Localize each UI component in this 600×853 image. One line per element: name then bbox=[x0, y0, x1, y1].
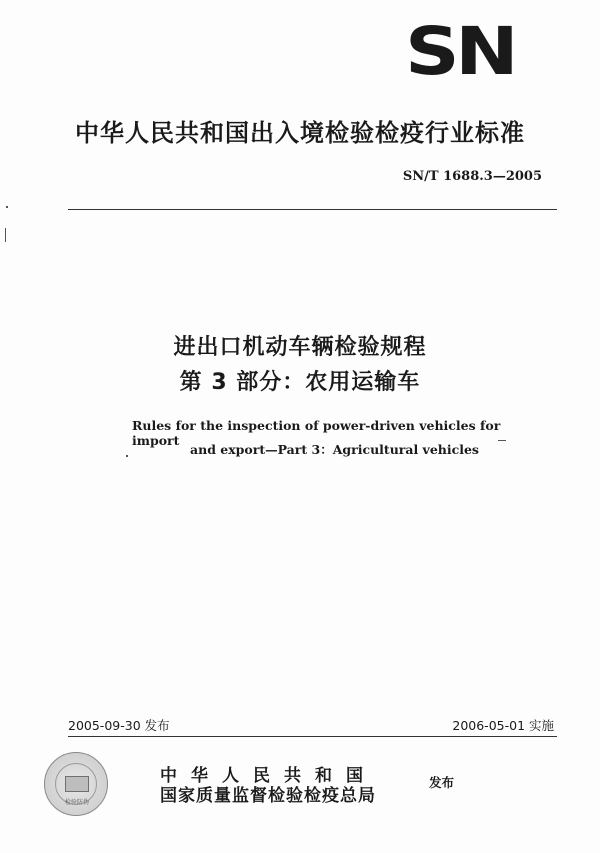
scan-speck bbox=[5, 228, 6, 242]
anti-counterfeit-seal-icon bbox=[44, 752, 108, 816]
issuer-line-1: 中华人民共和国 bbox=[160, 766, 377, 786]
top-divider bbox=[68, 209, 557, 210]
scan-speck bbox=[6, 206, 8, 208]
standard-number: SN/T 1688.3—2005 bbox=[402, 169, 542, 184]
chinese-title-line-2: 第 3 部分：农用运输车 bbox=[179, 370, 421, 395]
bottom-divider bbox=[68, 736, 557, 737]
scan-speck bbox=[126, 455, 128, 457]
seal-text: 检验防伪 bbox=[64, 799, 89, 806]
org-title: 中华人民共和国出入境检验检疫行业标准 bbox=[75, 119, 525, 147]
seal-emblem-icon bbox=[65, 776, 89, 792]
english-title-line-2: and export—Part 3：Agricultural vehicles bbox=[190, 442, 479, 457]
sn-logo: SN bbox=[405, 13, 514, 90]
effective-date: 2006-05-01 实施 bbox=[452, 718, 554, 733]
issue-word: 发布 bbox=[429, 775, 455, 790]
chinese-title-line-1: 进出口机动车辆检验规程 bbox=[173, 335, 427, 360]
issuer-line-2: 国家质量监督检验检疫总局 bbox=[160, 786, 376, 806]
issue-date: 2005-09-30 发布 bbox=[68, 718, 170, 733]
english-title-line-1: Rules for the inspection of power-driven vehicles for import bbox=[132, 418, 501, 448]
scan-speck bbox=[498, 440, 506, 441]
